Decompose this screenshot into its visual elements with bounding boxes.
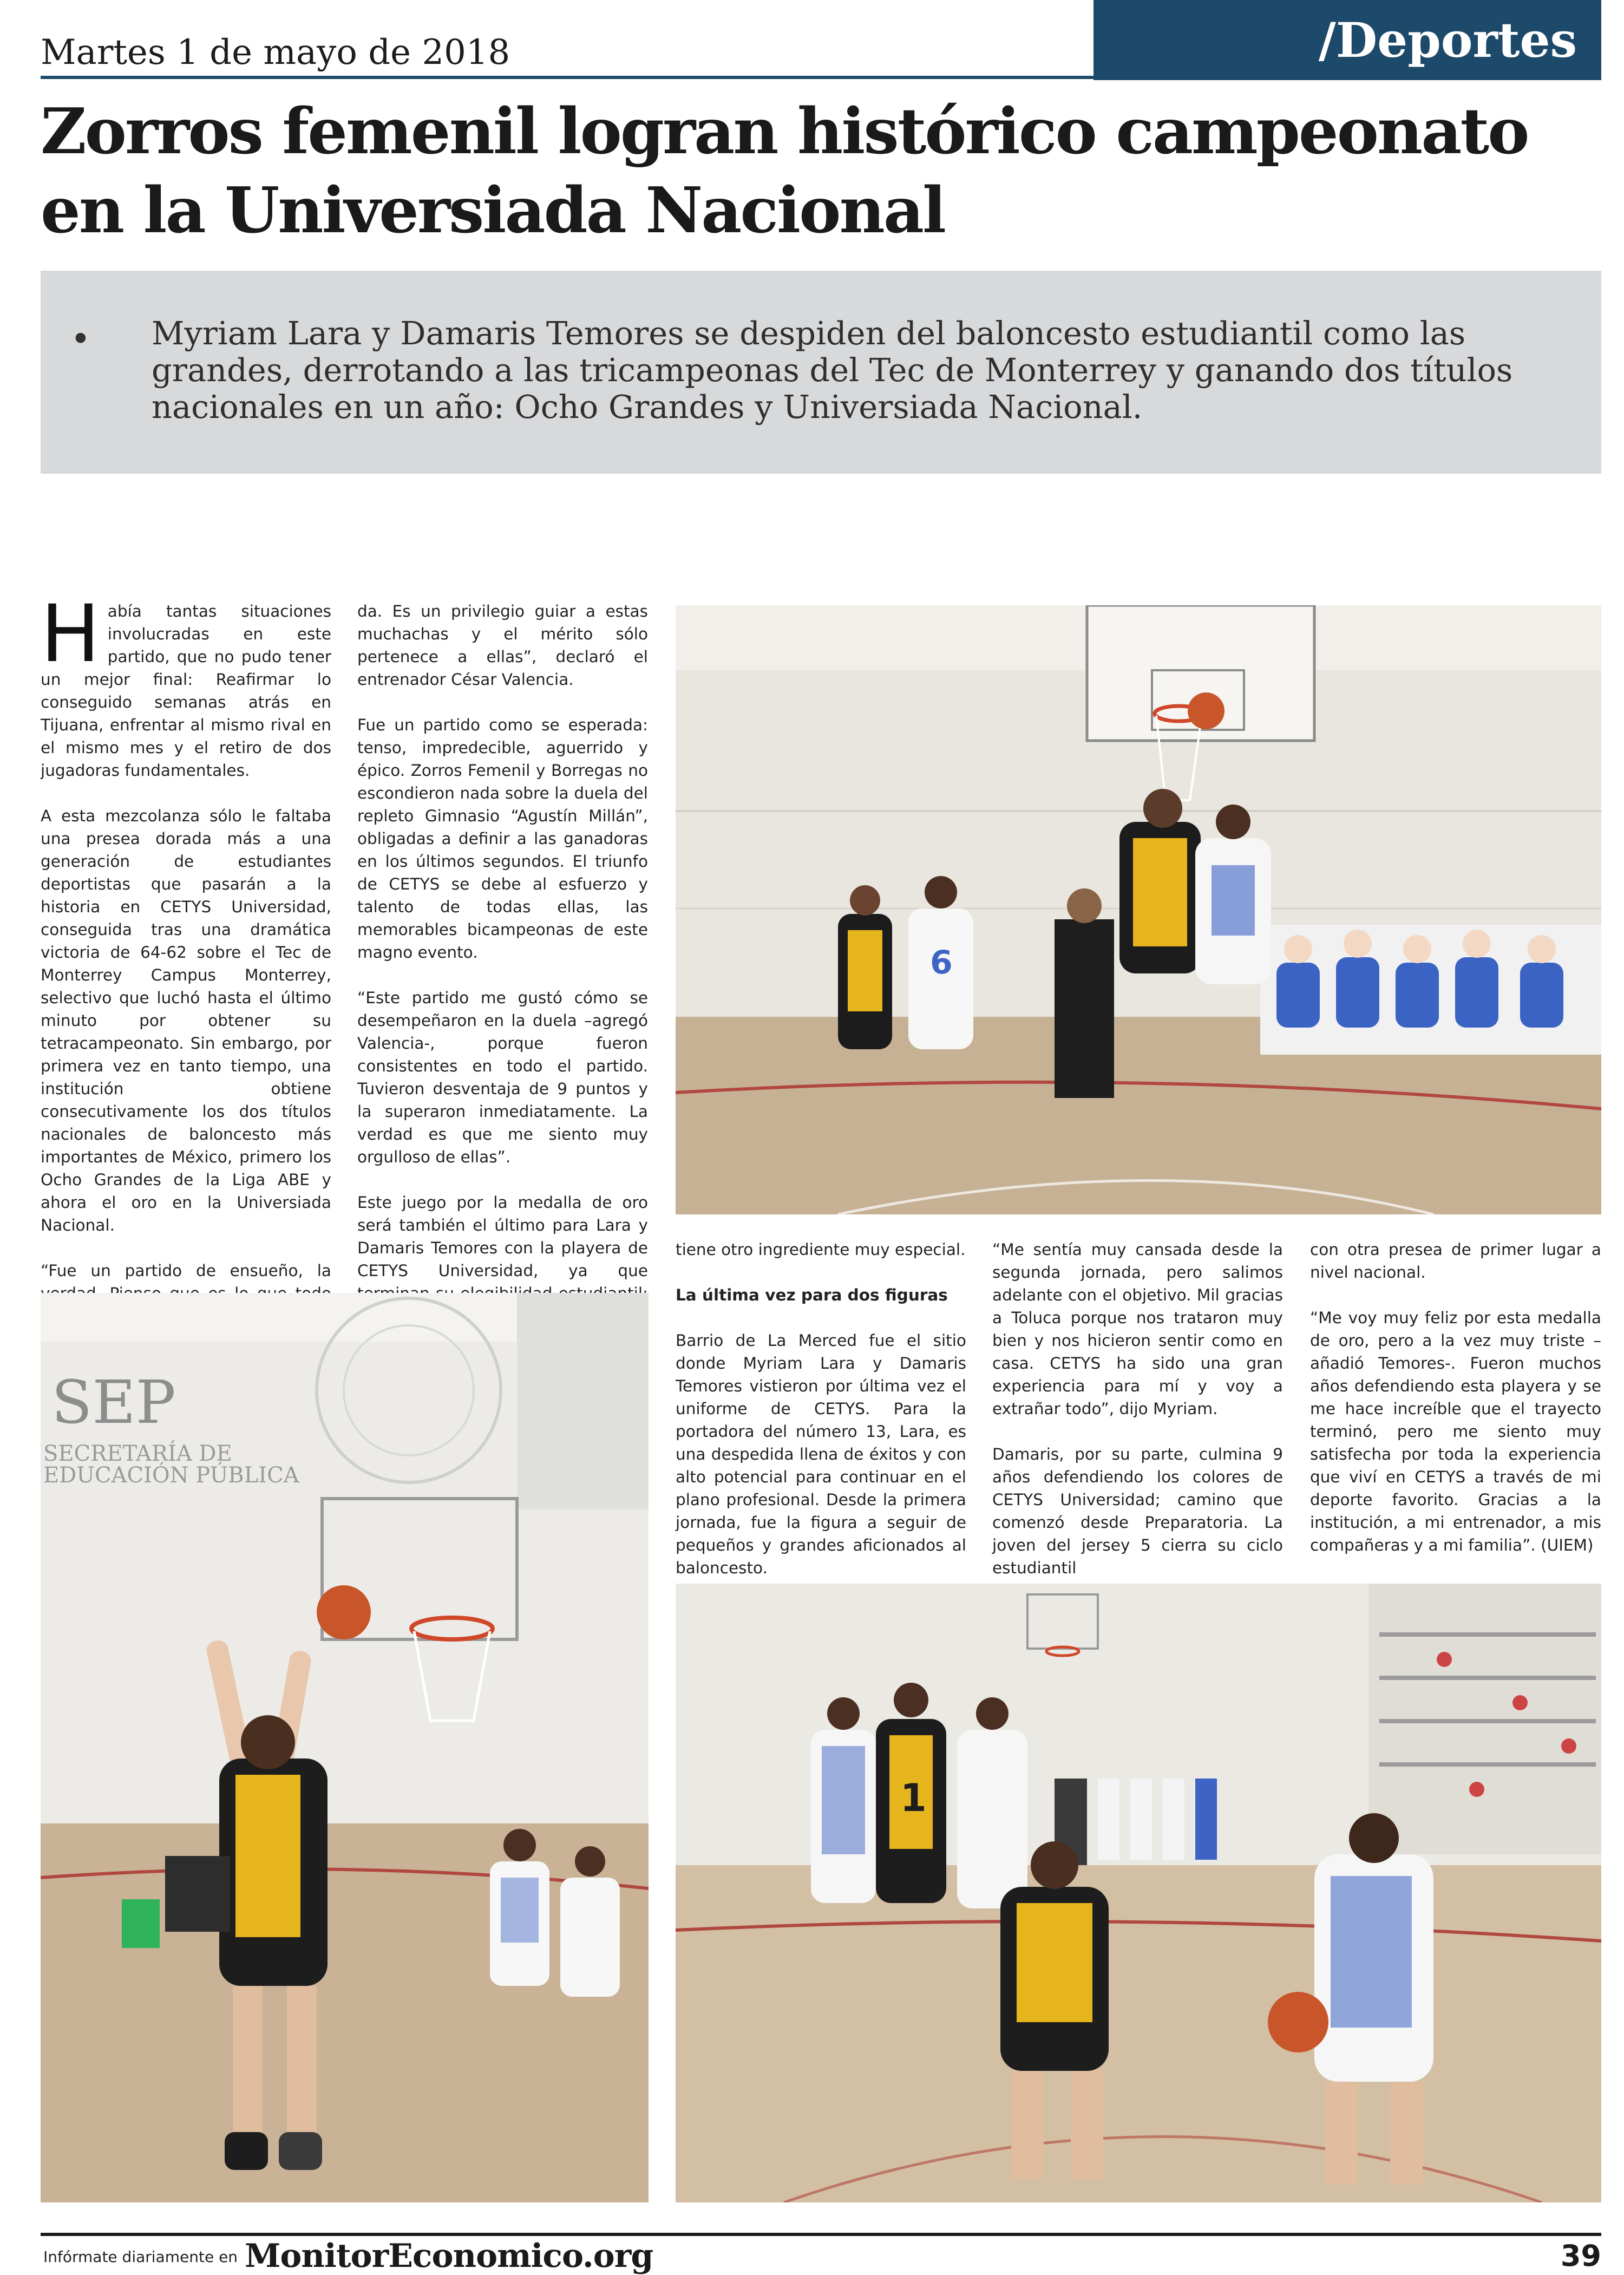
paragraph-text: abía tantas situaciones involucradas en este partido, que no pudo tener un mejor final: Reafirmar lo conseguido semanas atrás en Tijuana, enfrentar al mismo rival en el mismo mes y el retiro de dos jugadoras fundamentales. xyxy=(41,602,331,780)
photo2-wall-text-3: EDUCACIÓN PÚBLICA xyxy=(43,1463,299,1488)
footer-label: Infórmate diariamente en xyxy=(43,2248,238,2266)
headline-line-2: en la Universiada Nacional xyxy=(41,174,945,247)
footer-rule xyxy=(41,2233,1601,2236)
article-column-2 xyxy=(357,600,648,1328)
paragraph: con otra presea de primer lugar a nivel nacional. xyxy=(1310,1240,1601,1282)
summary-box xyxy=(41,271,1601,474)
photo2-wall-text-2: SECRETARÍA DE xyxy=(43,1441,232,1466)
photo1-jersey-number: 6 xyxy=(930,944,953,982)
photo-layup xyxy=(676,605,1601,1214)
paragraph xyxy=(41,588,331,782)
article-column-3 xyxy=(676,1238,966,1579)
paragraph: “Me voy muy feliz por esta medalla de oro, pero a la vez muy triste –añadió Temores-. Fueron muchos años defendiendo esta playera y se me hace increíble que el trayecto terminó, pero me siento muy satisfecha por toda la experiencia que viví en CETYS a través de mi deporte favorito. Gracias a la institución, a mi entrenador, a mis compañeras y a mi familia”. (UIEM) xyxy=(1310,1309,1601,1554)
photo3-jersey-number: 1 xyxy=(900,1776,927,1820)
photo-dribble-image xyxy=(676,1584,1601,2202)
photo-layup-image xyxy=(676,605,1601,1214)
paragraph: “Fue un partido de ensueño, la xyxy=(41,1261,331,1280)
subheading: La última vez para dos figuras xyxy=(676,1286,948,1304)
article-headline xyxy=(41,92,1589,250)
headline-line-1: Zorros femenil logran histórico campeonato xyxy=(41,95,1528,168)
photo2-wall-text-1: SEP xyxy=(51,1368,176,1437)
page-number: 39 xyxy=(1560,2239,1601,2273)
article-column-5 xyxy=(1310,1238,1601,1557)
summary-text: Myriam Lara y Damaris Temores se despiden del baloncesto estudiantil como las grandes, derrotando a las tricampeonas del Tec de Monterrey y ganando dos títulos nacionales en un año: Ocho Grandes y Universiada Nacional. xyxy=(152,315,1513,426)
section-tab: /Deportes xyxy=(1093,0,1601,80)
drop-cap: H xyxy=(41,588,100,680)
paragraph: Damaris, por su parte, culmina 9 años defendiendo los colores de CETYS Universidad; camino que comenzó desde Preparatoria. La joven del jersey 5 cierra su ciclo estudiantil xyxy=(992,1445,1283,1577)
footer-site-link[interactable]: MonitorEconomico.org xyxy=(245,2237,653,2275)
issue-date: Martes 1 de mayo de 2018 xyxy=(41,32,510,73)
paragraph: Este juego por la medalla de oro será también el último para Lara y Damaris Temores con la playera de CETYS Universidad, ya que xyxy=(357,1193,648,1280)
photo-jump-shot-image xyxy=(41,1293,649,2202)
paragraph: “Me sentía muy cansada desde la segunda jornada, pero salimos adelante con el objetivo. Mil gracias a Toluca porque nos trataron muy bien y nos hicieron sentir como en casa. CETYS ha sido una gran experiencia para mí y voy a extrañar todo”, dijo Myriam. xyxy=(992,1240,1283,1418)
header-rule xyxy=(41,76,1102,79)
summary-bullet: • xyxy=(70,319,91,359)
photo-jump-shot xyxy=(41,1293,649,2202)
paragraph: A esta mezcolanza sólo le faltaba una presea dorada más a una generación de estudiantes deportistas que pasarán a la historia en CETYS Universidad, conseguida tras una dramática victoria de 64-62 sobre el Tec de Monterrey Campus Monterrey, selectivo que luchó hasta el último minuto por obtener su tetracampeonato. Sin embargo, por primera vez en tanto tiempo, una institución obtiene consecutivamente los dos títulos nacionales de baloncesto más importantes de México, primero los Ocho Grandes de la Liga ABE y ahora el oro en la Universiada Nacional. xyxy=(41,807,331,1234)
paragraph: tiene otro ingrediente muy especial. xyxy=(676,1240,966,1259)
article-column-1 xyxy=(41,588,331,1373)
article-column-4 xyxy=(992,1238,1283,1579)
paragraph: Fue un partido como se esperada: tenso, impredecible, aguerrido y épico. Zorros Femenil y Borregas no escondieron nada sobre la duela del repleto Gimnasio “Agustín Millán”, obligadas a definir a las ganadoras en los últimos segundos. El triunfo de CETYS se debe al esfuerzo y talento de todas ellas, las memorables bicampeonas de este magno evento. xyxy=(357,716,648,962)
photo-dribble xyxy=(676,1584,1601,2202)
paragraph: “Este partido me gustó cómo se desempeñaron en la duela –agregó Valencia-, porque fueron consistentes en todo el partido. Tuvieron desventaja de 9 puntos y la superaron inmediatamente. La verdad es que me siento muy orgulloso de ellas”. xyxy=(357,989,648,1166)
paragraph: Barrio de La Merced fue el sitio donde Myriam Lara y Damaris Temores vistieron por última vez el uniforme de CETYS. Para la portadora del número 13, Lara, es una despedida llena de éxitos y con alto potencial para continuar en el plano profesional. Desde la primera jornada, fue la figura a seguir de pequeños y grandes aficionados al baloncesto. xyxy=(676,1331,966,1577)
paragraph: da. Es un privilegio guiar a estas muchachas y el mérito sólo pertenece a ellas”, declaró el entrenador César Valencia. xyxy=(357,602,648,689)
